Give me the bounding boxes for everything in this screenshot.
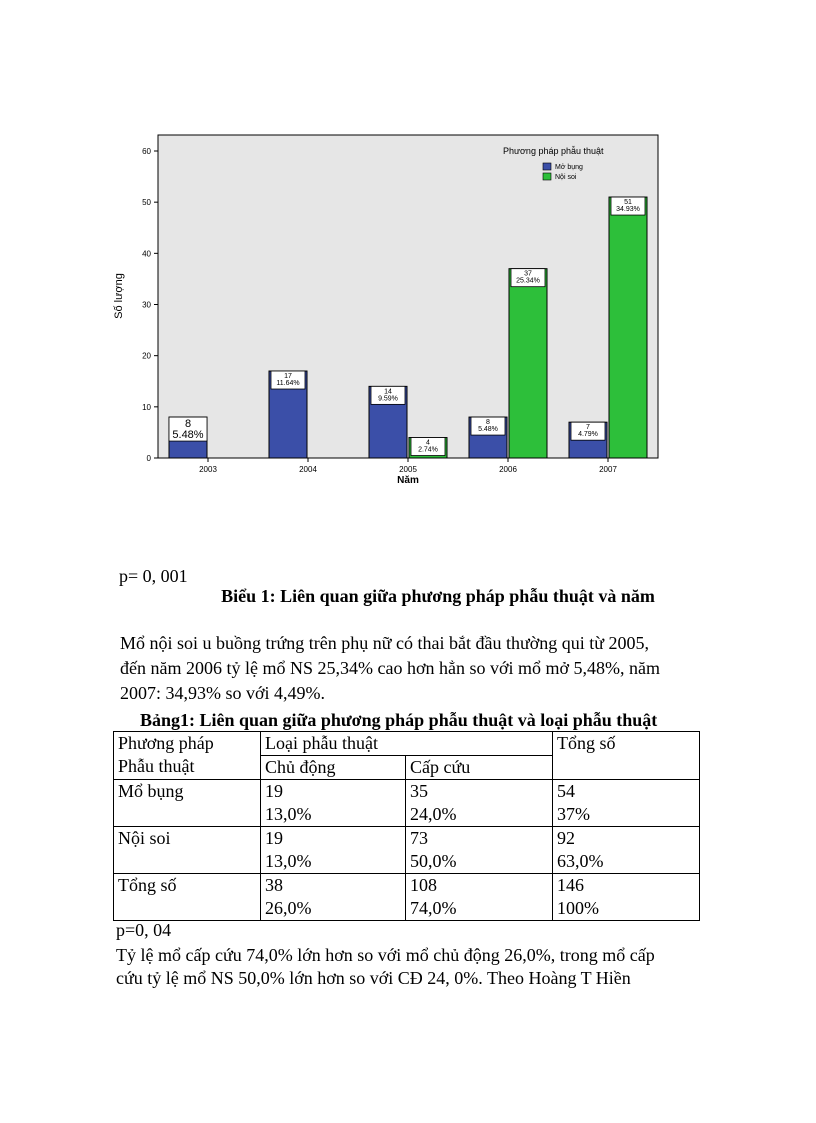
y-tick-label: 40: [142, 249, 151, 259]
bar-chart: [110, 128, 670, 498]
x-axis: [199, 458, 617, 474]
paragraph-1-line: đến năm 2006 tỷ lệ mổ NS 25,34% cao hơn hẳn so với mổ mở 5,48%, năm: [120, 658, 660, 678]
x-tick-label: 2003: [199, 465, 217, 474]
table-row: [114, 874, 700, 921]
data-label-percent: 11.64%: [276, 380, 300, 388]
chart-caption: Biểu 1: Liên quan giữa phương pháp phẫu thuật và năm: [221, 586, 655, 606]
p-value-2: p=0, 04: [116, 920, 172, 940]
cell: 54 37%: [553, 780, 700, 827]
p-value-1: p= 0, 001: [119, 566, 188, 586]
row-label: Nội soi: [114, 827, 261, 874]
header-method-line2: Phẫu thuật: [118, 756, 195, 776]
paragraph-2: [116, 944, 736, 990]
y-tick-label: 50: [142, 198, 151, 208]
data-label-percent: 5.48%: [172, 429, 204, 442]
cell: 92 63,0%: [553, 827, 700, 874]
data-table: [113, 731, 700, 921]
legend-swatch-noi-soi: [543, 173, 551, 180]
cell: 19 13,0%: [261, 780, 406, 827]
data-label-percent: 34.93%: [616, 206, 640, 214]
legend-label-mo-bung: Mở bụng: [555, 164, 583, 171]
data-label-percent: 2.74%: [418, 446, 438, 454]
y-axis-title: Số lượng: [113, 273, 125, 319]
header-emergency: Cấp cứu: [406, 756, 553, 780]
paragraph-1: [120, 631, 720, 706]
table-row: [114, 780, 700, 827]
x-axis-title: Năm: [397, 475, 419, 486]
legend-label-noi-soi: Nội soi: [555, 174, 577, 181]
header-method-line1: Phương pháp: [118, 733, 214, 753]
y-tick-label: 10: [142, 402, 151, 412]
x-tick-label: 2007: [599, 465, 617, 474]
legend-swatch-mo-bung: [543, 163, 551, 170]
table-header-row: [114, 732, 700, 756]
plot-area: [158, 135, 658, 458]
cell: 146 100%: [553, 874, 700, 921]
y-axis: [142, 147, 158, 463]
data-label-count: 8: [184, 418, 192, 431]
y-tick-label: 0: [146, 454, 151, 463]
bar-noi-soi: [609, 197, 647, 458]
data-label-percent: 9.59%: [378, 395, 398, 403]
header-method: [114, 732, 261, 780]
row-label: Tổng số: [114, 874, 261, 921]
paragraph-2-line: Tỷ lệ mổ cấp cứu 74,0% lớn hơn so với mổ chủ động 26,0%, trong mổ cấp: [116, 945, 655, 965]
cell: 19 13,0%: [261, 827, 406, 874]
data-label-percent: 5.48%: [478, 426, 498, 434]
paragraph-1-line: Mổ nội soi u buồng trứng trên phụ nữ có thai bắt đầu thường qui từ 2005,: [120, 633, 649, 653]
paragraph-2-line: cứu tỷ lệ mổ NS 50,0% lớn hơn so với CĐ 24, 0%. Theo Hoàng T Hiền: [116, 968, 631, 988]
data-label-percent: 4.79%: [578, 431, 598, 439]
data-label-count: 17: [284, 373, 292, 381]
data-label-count: 51: [624, 199, 632, 207]
cell: 38 26,0%: [261, 874, 406, 921]
row-label: Mổ bụng: [114, 780, 261, 827]
table-row: [114, 827, 700, 874]
y-tick-label: 20: [142, 351, 151, 361]
x-tick-label: 2006: [499, 465, 517, 474]
x-tick-label: 2004: [299, 465, 317, 474]
data-label-percent: 25.34%: [516, 277, 540, 285]
legend-title: Phương pháp phẫu thuật: [503, 146, 604, 156]
bar-noi-soi: [509, 269, 547, 458]
data-label-count: 8: [486, 419, 490, 427]
table-title: Bảng1: Liên quan giữa phương pháp phẫu thuật và loại phẫu thuật: [140, 710, 658, 730]
header-active: Chủ động: [261, 756, 406, 780]
y-tick-label: 30: [142, 300, 151, 310]
cell: 35 24,0%: [406, 780, 553, 827]
data-label-count: 7: [586, 424, 590, 432]
cell: 108 74,0%: [406, 874, 553, 921]
data-label-count: 14: [384, 388, 392, 396]
data-label-count: 37: [524, 270, 532, 278]
cell: 73 50,0%: [406, 827, 553, 874]
header-total: Tổng số: [553, 732, 700, 780]
y-tick-label: 60: [142, 147, 151, 156]
data-label-count: 4: [426, 439, 430, 447]
x-tick-label: 2005: [399, 465, 417, 474]
header-surgery-type: Loại phẫu thuật: [261, 732, 553, 756]
paragraph-1-line: 2007: 34,93% so với 4,49%.: [120, 683, 326, 703]
